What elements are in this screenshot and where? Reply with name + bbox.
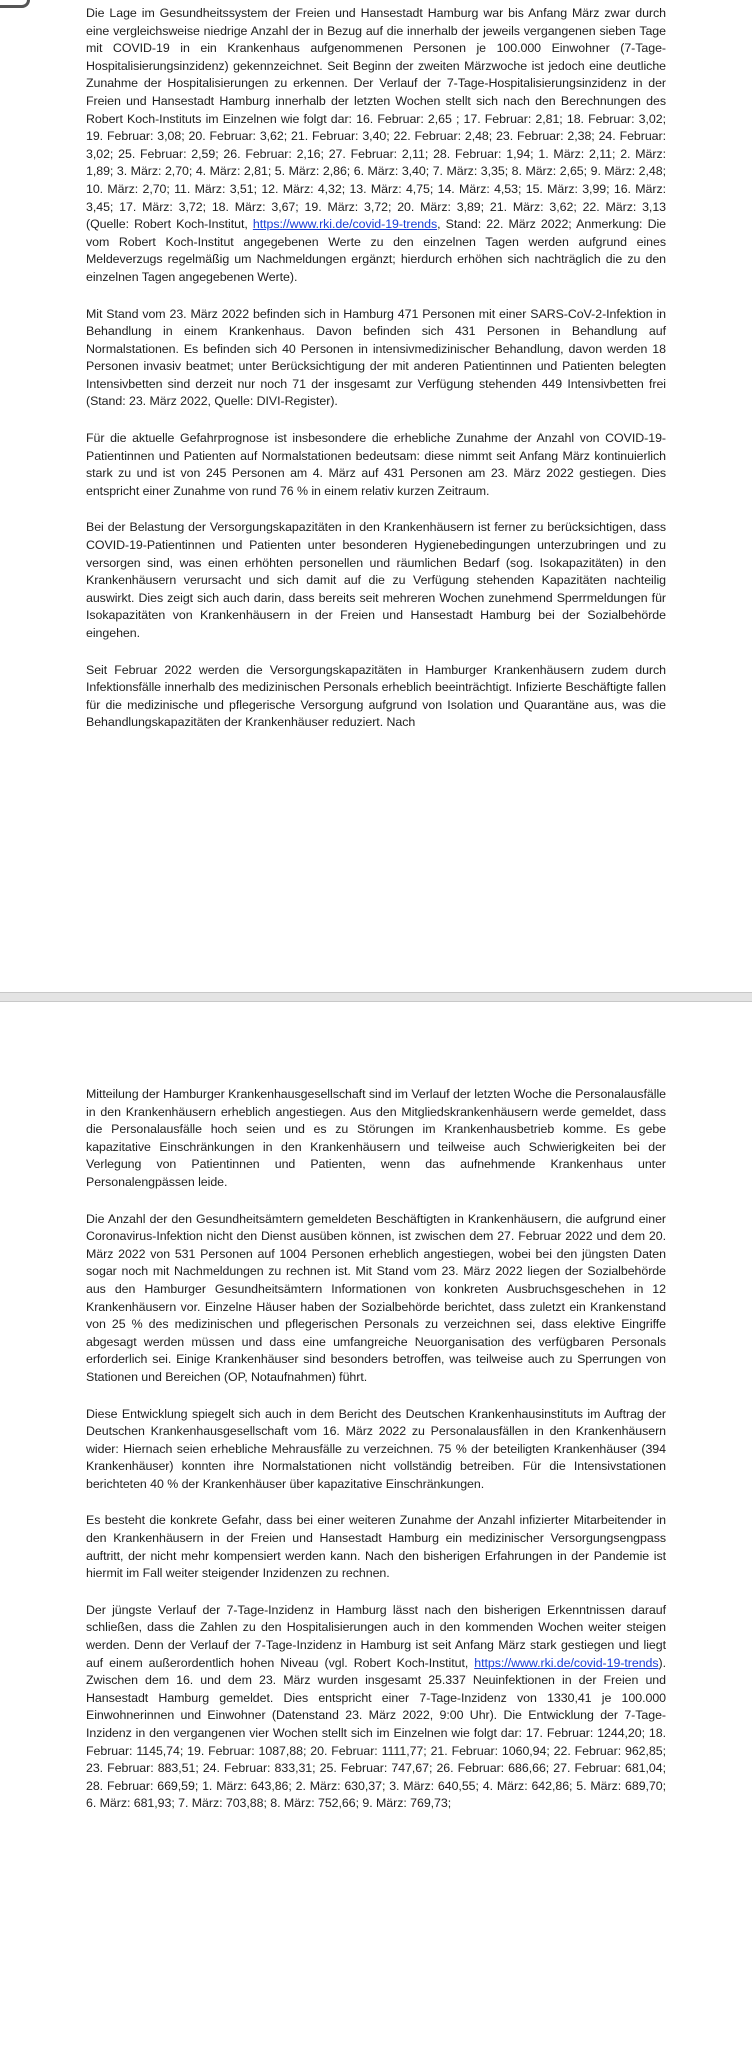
paragraph-hospital-status [86, 306, 666, 412]
paragraph-dki-report [86, 1406, 666, 1494]
rki-trends-link[interactable]: https://www.rki.de/covid-19-trends [252, 217, 438, 232]
paragraph-text: Der jüngste Verlauf der 7-Tage-Inzidenz in Hamburg lässt nach den bisherigen Erkenntnissen darauf schließen, dass die Zahlen zu den Hospitalisierungen auch in den kommenden Wochen weiter steigen werden. Denn der Verlauf der 7-Tage-Inzidenz in Hamburg ist seit Anfang März stark gestiegen und liegt auf einem außerordentlich hohen Niveau (vgl. Robert Koch-Institut, [86, 1602, 666, 1670]
paragraph-text: Diese Entwicklung spiegelt sich auch in dem Bericht des Deutschen Krankenhausinstituts im Auftrag der Deutschen Krankenhausgesellschaft vom 16. März 2022 zu Personalausfällen in den Krankenhäusern wider: Hiernach seien erhebliche Mehrausfälle zu verzeichnen. 75 % der beteiligten Krankenhäuser (394 Krankenhäuser) konnten ihre Normalstationen nicht vollständig betreiben. Für die Intensivstationen berichteten 40 % der Krankenhäuser über kapazitative Einschränkungen. [86, 1406, 666, 1491]
page-1-body [86, 5, 666, 751]
paragraph-text: Für die aktuelle Gefahrprognose ist insbesondere die erhebliche Zunahme der Anzahl von COVID-19-Patientinnen und Patienten auf Normalstationen bedeutsam: diese nimmt seit Anfang März kontinuierlich stark zu und ist von 245 Personen am 4. März auf 431 Personen am 23. März 2022 gestiegen. Dies entspricht einer Zunahme von rund 76 % in einem relativ kurzen Zeitraum. [86, 431, 666, 498]
paragraph-staff-infections [86, 662, 666, 732]
paragraph-text: Die Lage im Gesundheitssystem der Freien und Hansestadt Hamburg war bis Anfang März zwar durch eine vergleichsweise niedrige Anzahl der in Bezug auf die innerhalb der jeweils vergangenen sieben Tage mit COVID-19 in ein Krankenhaus aufgenommenen Personen je 100.000 Einwohner (7-Tage-Hospitalisierungsinzidenz) gekennzeichnet. Seit Beginn der zweiten Märzwoche ist jedoch eine deutliche Zunahme der Hospitalisierungen zu erkennen. Der Verlauf der 7-Tage-Hospitalisierungsinzidenz in der Freien und Hansestadt Hamburg innerhalb der letzten Wochen stellt sich nach den Berechnungen des Robert Koch-Instituts im Einzelnen wie folgt dar: 16. Februar: 2,65 ; 17. Februar: 2,81; 18. Februar: 3,02; 19. Februar: 3,08; 20. Februar: 3,62; 21. Februar: 3,40; 22. Februar: 2,48; 23. Februar: 2,38; 24. Februar: 3,02; 25. Februar: 2,59; 26. Februar: 2,16; 27. Februar: 2,11; 28. Februar: 1,94; 1. März: 2,11; 2. März: 1,89; 3. März: 2,70; 4. März: 2,81; 5. März: 2,86; 6. März: 3,40; 7. März: 3,35; 8. März: 2,65; 9. März: 2,48; 10. März: 2,70; 11. März: 3,51; 12. März: 4,32; 13. März: 4,75; 14. März: 4,53; 15. März: 3,99; 16. März: 3,45; 17. März: 3,72; 18. März: 3,67; 19. März: 3,72; 20. März: 3,89; 21. März: 3,62; 22. März: 3,13 (Quelle: Robert Koch-Institut, [86, 6, 666, 232]
paragraph-staff-shortage-report [86, 1086, 666, 1192]
paragraph-text: Bei der Belastung der Versorgungskapazitäten in den Krankenhäusern ist ferner zu berücksichtigen, dass COVID-19-Patientinnen und Patienten unter besonderen Hygienebedingungen unterzubringen und zu versorgen sind, was einen erhöhten personellen und räumlichen Bedarf (sog. Isokapazitäten) in den Krankenhäusern verursacht und sich damit auf die zu Verfügung stehenden Kapazitäten nachteilig auswirkt. Dies zeigt sich auch darin, dass bereits seit mehreren Wochen zunehmend Sperrmeldungen für Isokapazitäten von Krankenhäusern in der Freien und Hansestadt Hamburg bei der Sozialbehörde eingehen. [86, 520, 666, 640]
rki-trends-link[interactable]: https://www.rki.de/covid-19-trends [474, 1655, 659, 1670]
document-page-1 [0, 0, 752, 992]
paragraph-isolation-capacity [86, 519, 666, 642]
paragraph-text: Mit Stand vom 23. März 2022 befinden sich in Hamburg 471 Personen mit einer SARS-CoV-2-Infektion in Behandlung in einem Krankenhaus. Davon befinden sich 431 Personen in Behandlung auf Normalstationen. Es befinden sich 40 Personen in intensivmedizinischer Behandlung, davon werden 18 Personen invasiv beatmet; unter Berücksichtigung der mit anderen Patientinnen und Patienten belegten Intensivbetten sind derzeit nur noch 71 der insgesamt zur Verfügung stehenden 449 Intensivbetten frei (Stand: 23. März 2022, Quelle: DIVI-Register). [86, 306, 666, 409]
paragraph-risk-forecast [86, 430, 666, 500]
paragraph-concrete-danger [86, 1512, 666, 1582]
paragraph-text: Die Anzahl der den Gesundheitsämtern gemeldeten Beschäftigten in Krankenhäusern, die aufgrund einer Coronavirus-Infektion nicht den Dienst ausüben können, ist zwischen dem 27. Februar 2022 und dem 20. März 2022 von 531 Personen auf 1004 Personen erheblich angestiegen, wobei bei den jüngsten Daten sogar noch mit Nachmeldungen zu rechnen ist. Mit Stand vom 23. März 2022 liegen der Sozialbehörde aus den Hamburger Gesundheitsämtern Informationen von konkreten Ausbruchsgeschehen in 12 Krankenhäusern vor. Einzelne Häuser haben der Sozialbehörde berichtet, dass zuletzt ein Krankenstand von 25 % des medizinischen und pflegerischen Personals zu verzeichnen sei, dass elektive Eingriffe abgesagt werden müssen und dass eine umfangreiche Neuorganisation des verfügbaren Personals erforderlich sei. Einige Krankenhäuser sind besonders betroffen, was teilweise auch zu Sperrungen von Stationen und Bereichen (OP, Notaufnahmen) führt. [86, 1211, 666, 1384]
paragraph-staff-absence-numbers [86, 1211, 666, 1387]
page-2-body [86, 1086, 666, 1832]
paragraph-text: , Stand: 22. März 2022; Anmerkung: Die vom Robert Koch-Institut angegebenen Werte zu den einzelnen Tagen werden aufgrund eines Meldeverzugs regelmäßig um Nachmeldungen ergänzt; hierdurch erhöhen sich nachträglich die zu den einzelnen Tagen angegebenen Werte). [86, 217, 667, 284]
paragraph-text: ). Zwischen dem 16. und dem 23. März wurden insgesamt 25.337 Neuinfektionen in der Freien und Hansestadt Hamburg gemeldet. Dies entspricht einer 7-Tage-Inzidenz von 1330,41 je 100.000 Einwohnerinnen und Einwohner (Datenstand 23. März 2022, 9:00 Uhr). Die Entwicklung der 7-Tage-Inzidenz in den vergangenen vier Wochen stellt sich im Einzelnen wie folgt dar: 17. Februar: 1244,20; 18. Februar: 1145,74; 19. Februar: 1087,88; 20. Februar: 1111,77; 21. Februar: 1060,94; 22. Februar: 962,85; 23. Februar: 883,51; 24. Februar: 833,31; 25. Februar: 747,67; 26. Februar: 686,66; 27. Februar: 681,04; 28. Februar: 669,59; 1. März: 643,86; 2. März: 630,37; 3. März: 640,55; 4. März: 642,86; 5. März: 689,70; 6. März: 681,93; 7. März: 703,88; 8. März: 752,66; 9. März: 769,73; [86, 1655, 666, 1811]
paragraph-text: Es besteht die konkrete Gefahr, dass bei einer weiteren Zunahme der Anzahl infizierter Mitarbeitender in den Krankenhäusern in der Freien und Hansestadt Hamburg ein medizinischer Versorgungsengpass auftritt, der nicht mehr kompensiert werden kann. Nach den bisherigen Erfahrungen in der Pandemie ist hiermit im Fall weiter steigender Inzidenzen zu rechnen. [86, 1513, 666, 1581]
paragraph-hospitalisation-incidence [86, 5, 666, 287]
corner-fold-mark [0, 0, 30, 8]
page-separator [0, 992, 752, 1002]
paragraph-text: Seit Februar 2022 werden die Versorgungskapazitäten in Hamburger Krankenhäusern zudem durch Infektionsfälle innerhalb des medizinischen Personals erheblich beeinträchtigt. Infizierte Beschäftigte fallen für die medizinische und pflegerische Versorgung aufgrund von Isolation und Quarantäne aus, was die Behandlungskapazitäten der Krankenhäuser reduziert. Nach [86, 662, 666, 730]
paragraph-text: Mitteilung der Hamburger Krankenhausgesellschaft sind im Verlauf der letzten Woche die Personalausfälle in den Krankenhäusern erheblich angestiegen. Aus den Mitgliedskrankenhäusern werde gemeldet, dass die Personalausfälle hoch seien und es zu Störungen im Krankenhausbetrieb komme. Es gebe kapazitative Einschränkungen in den Krankenhäusern und teilweise auch Schwierigkeiten bei der Verlegung von Patientinnen und Patienten, wenn das aufnehmende Krankenhaus unter Personalengpässen leide. [86, 1087, 666, 1189]
document-page-2 [0, 1002, 752, 2048]
paragraph-7-day-incidence [86, 1602, 666, 1813]
